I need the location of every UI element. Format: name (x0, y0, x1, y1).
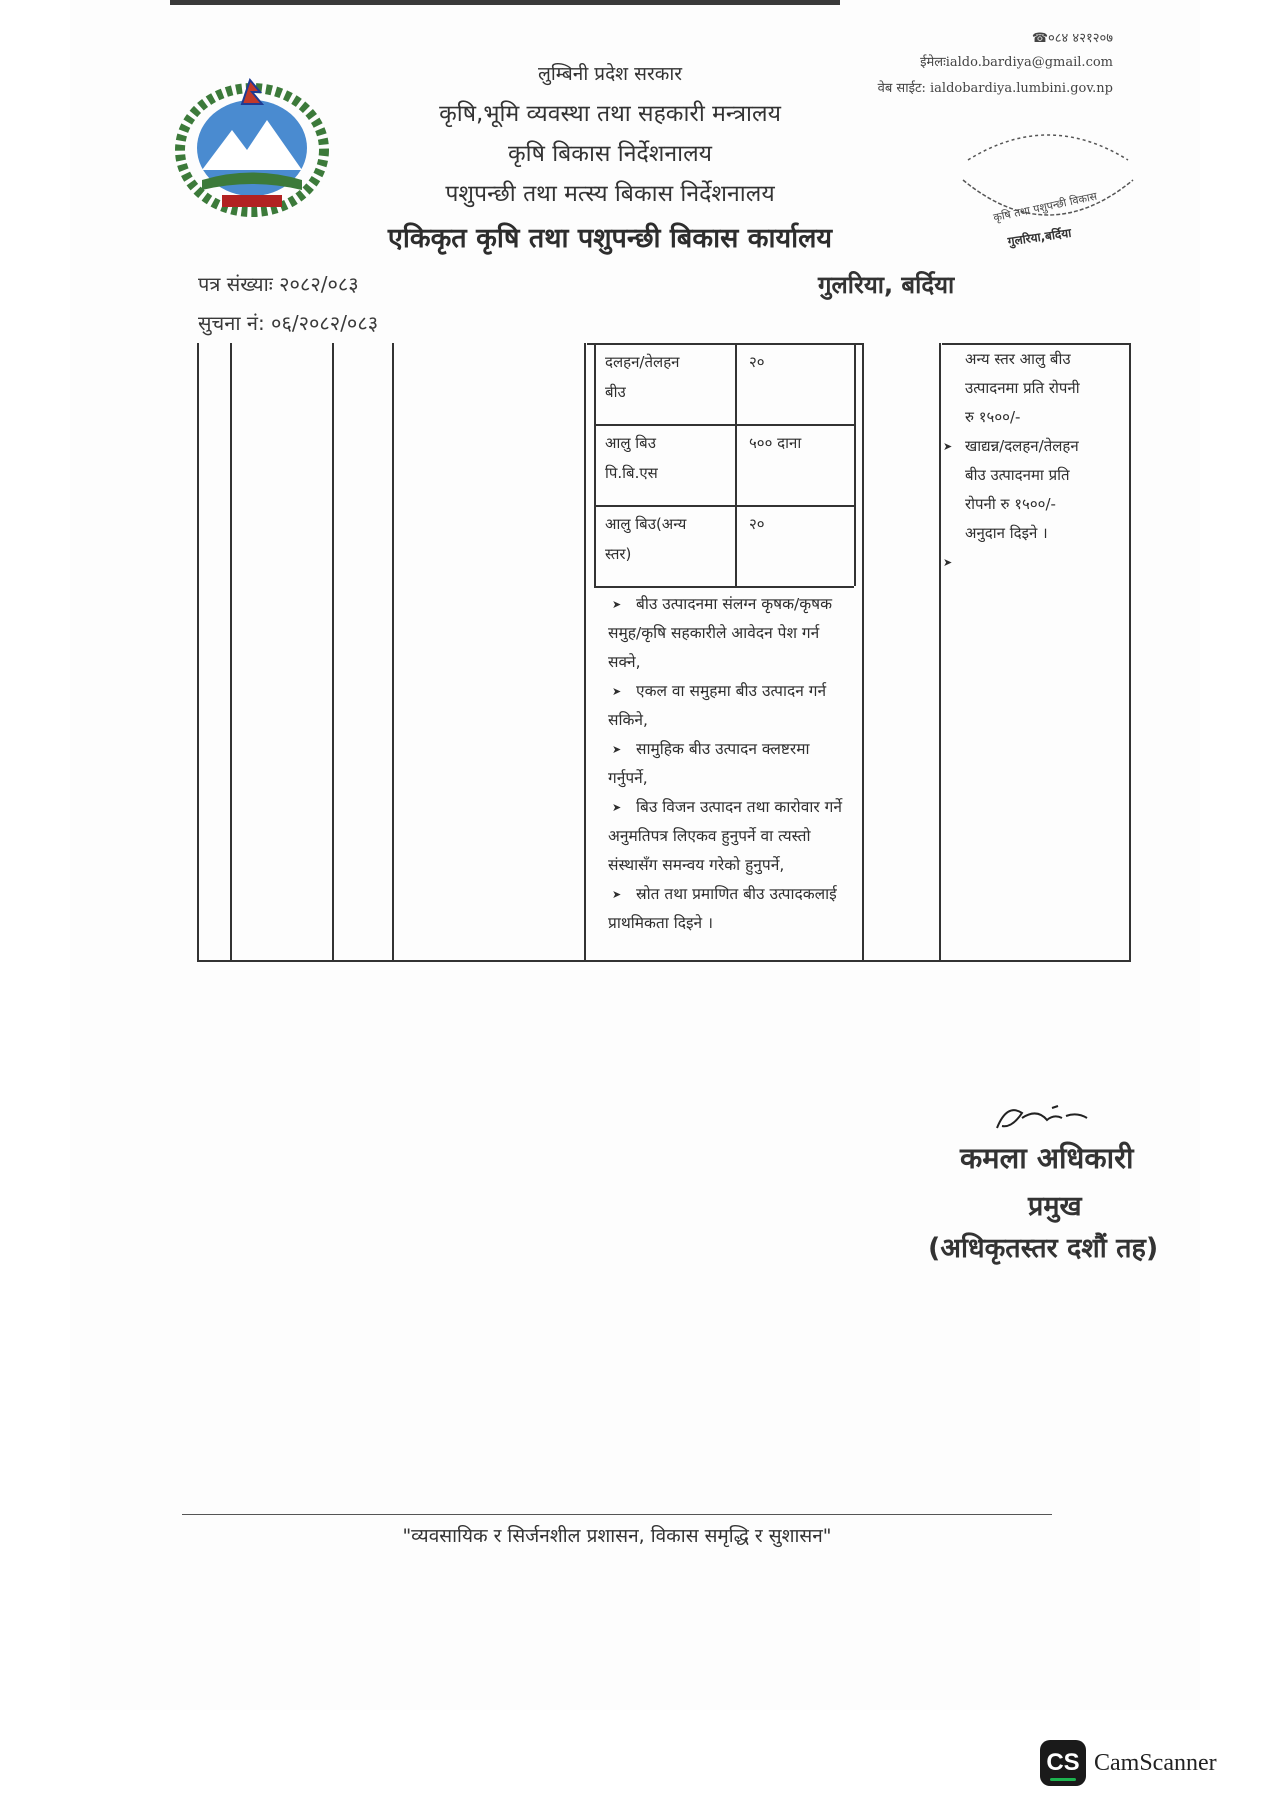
subtable-line (735, 343, 737, 586)
nepal-emblem-icon (172, 70, 332, 220)
criteria-item: ➤ एकल वा समुहमा बीउ उत्पादन गर्न सकिने, (586, 677, 851, 735)
office-name: एकिकृत कृषि तथा पशुपन्छी बिकास कार्यालय (387, 223, 833, 254)
government-name: लुम्बिनी प्रदेश सरकार (537, 63, 683, 85)
table-col-line (230, 343, 232, 962)
table-col-line (862, 343, 864, 962)
website-address[interactable]: वेब साईट: ialdobardiya.lumbini.gov.np (877, 81, 1113, 96)
subtable-line (854, 343, 856, 586)
subtable-item-cell: आलु बिउ(अन्य स्तर) (605, 515, 687, 563)
seal-place: गुलरिया,बर्दिया (1006, 225, 1073, 249)
criteria-item: ➤ सामुहिक बीउ उत्पादन क्लष्टरमा गर्नुपर्ने, (586, 735, 851, 793)
criteria-item: ➤ स्रोत तथा प्रमाणित बीउ उत्पादकलाई प्राथमिकता दिइने । (586, 880, 851, 938)
table-top-border-mid (587, 343, 862, 345)
table-col-line (392, 343, 394, 962)
subtable-line (594, 505, 854, 507)
camscanner-logo-icon: CS (1040, 1740, 1086, 1786)
criteria-item: ➤ बिउ विजन उत्पादन तथा कारोवार गर्ने अनुमतिपत्र लिएकव हुनुपर्ने वा त्यस्तो संस्थासँग समन्वय गरेको हुनुपर्ने, (586, 793, 851, 880)
top-edge-line (170, 0, 840, 5)
table-col-line (939, 343, 941, 962)
phone-number: ☎०८४ ४२१२०७ (1031, 31, 1113, 46)
office-location: गुलरिया, बर्दिया (818, 271, 955, 299)
camscanner-brand: CamScanner (1094, 1750, 1217, 1776)
signatory-rank: (अधिकृतस्तर दशौं तह) (928, 1233, 1159, 1264)
subtable-line (594, 586, 854, 588)
eligibility-criteria-list (586, 590, 851, 938)
subtable-item-cell: आलु बिउ पि.बि.एस (605, 434, 658, 482)
subtable-item-cell: दलहन/तेलहन बीउ (605, 353, 680, 401)
letter-number: पत्र संख्याः २०८२/०८३ (198, 272, 359, 296)
table-col-line (1129, 343, 1131, 962)
office-seal-icon (948, 120, 1148, 260)
subtable-value-cell: २० (749, 515, 765, 533)
subtable-line (594, 424, 854, 426)
grant-description: अन्य स्तर आलु बीउ उत्पादनमा प्रति रोपनी रु १५००/- ➤ खाद्यन्न/दलहन/तेलहन बीउ उत्पादनमा प्रति रोपनी रु १५००/- अनुदान दिइने । ➤ (943, 350, 1080, 569)
directorate-agri: कृषि बिकास निर्देशनालय (507, 141, 713, 167)
table-bottom-border (197, 960, 1131, 962)
footer-divider (182, 1514, 1052, 1515)
directorate-livestock: पशुपन्छी तथा मत्स्य बिकास निर्देशनालय (445, 181, 775, 207)
svg-text:कृषि तथा पशुपन्छी विकास: कृषि तथा पशुपन्छी विकास (992, 189, 1099, 225)
table-col-line (197, 343, 199, 962)
table-col-line (332, 343, 334, 962)
ministry-name: कृषि,भूमि व्यवस्था तथा सहकारी मन्त्रालय (439, 101, 781, 127)
signatory-post: प्रमुख (1028, 1191, 1082, 1222)
criteria-item: ➤ बीउ उत्पादनमा संलग्न कृषक/कृषक समुह/कृषि सहकारीले आवेदन पेश गर्न सक्ने, (586, 590, 851, 677)
subtable-value-cell: २० (749, 353, 765, 371)
subtable-line (594, 343, 596, 586)
subtable-value-cell: ५०० दाना (749, 434, 802, 452)
email-address[interactable]: ईमेलःialdo.bardiya@gmail.com (920, 55, 1113, 70)
signature-icon (992, 1098, 1092, 1138)
notice-number: सुचना नं: ०६/२०८२/०८३ (198, 311, 379, 335)
camscanner-watermark (1040, 1740, 1250, 1788)
footer-motto: "व्यवसायिक र सिर्जनशील प्रशासन, विकास समृद्धि र सुशासन" (402, 1525, 832, 1547)
signatory-name: कमला अधिकारी (960, 1141, 1134, 1175)
